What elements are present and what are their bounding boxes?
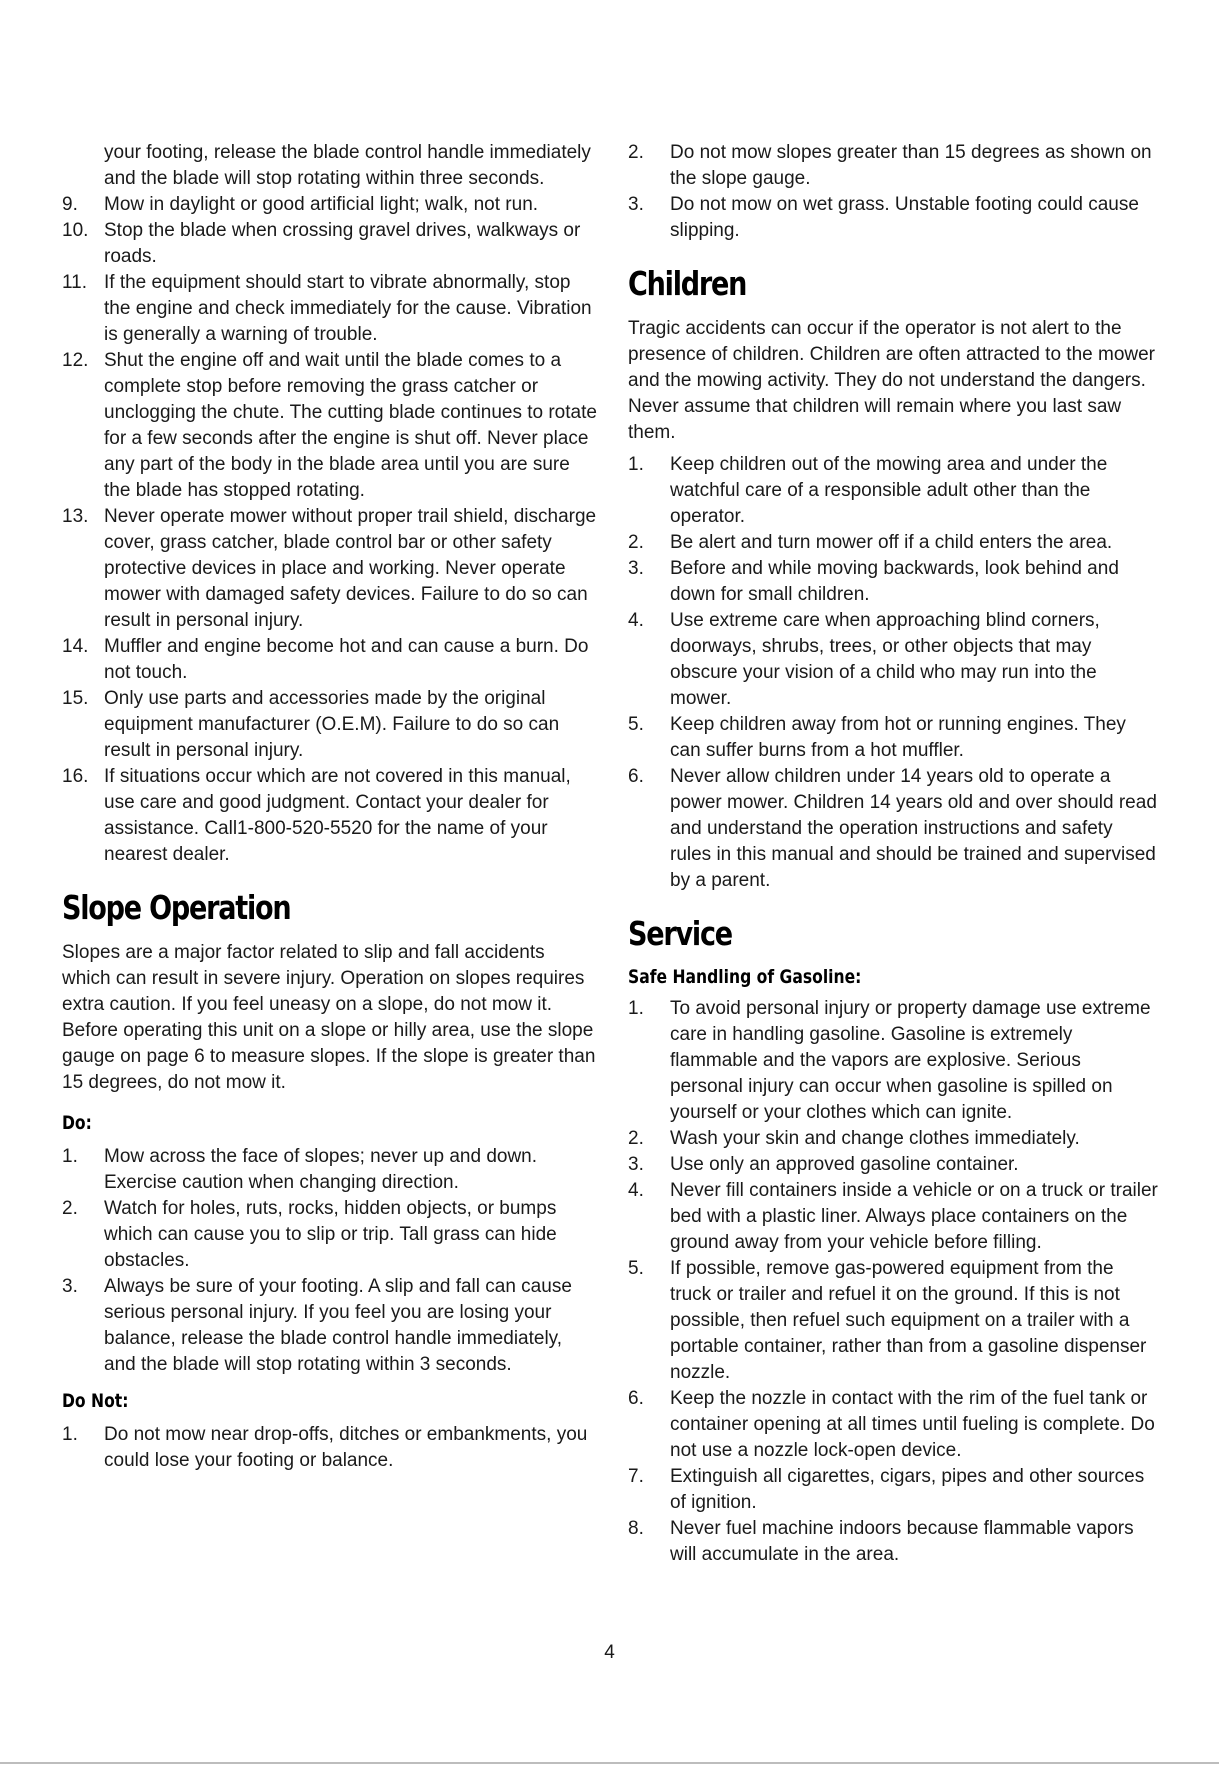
item-text: Keep the nozzle in contact with the rim of the fuel tank or container opening at all times until fueling is complete. Do not use a nozzle lock-open device. bbox=[670, 1388, 1155, 1461]
item-number: 14. bbox=[62, 636, 89, 657]
list-item bbox=[628, 1256, 1158, 1386]
item-text: Extinguish all cigarettes, cigars, pipes and other sources of ignition. bbox=[670, 1466, 1145, 1513]
section-heading-children: Children bbox=[628, 264, 747, 303]
list-item bbox=[628, 1386, 1158, 1464]
item-number: 12. bbox=[62, 350, 89, 371]
list-item bbox=[62, 1274, 597, 1378]
item-number: 1. bbox=[628, 454, 644, 475]
list-item bbox=[628, 764, 1158, 894]
item-number: 3. bbox=[628, 1154, 644, 1175]
item-text: Never fuel machine indoors because flammable vapors will accumulate in the area. bbox=[670, 1518, 1134, 1565]
item-number: 3. bbox=[628, 194, 644, 215]
item-number: 6. bbox=[628, 766, 644, 787]
item-text: If situations occur which are not covered in this manual, use care and good judgment. Contact your dealer for assistance. Call1-800-520-5520 for the name of your nearest dealer. bbox=[104, 766, 571, 865]
list-item bbox=[62, 764, 597, 868]
item-text: Stop the blade when crossing gravel drives, walkways or roads. bbox=[104, 220, 581, 267]
item-text: Do not mow on wet grass. Unstable footing could cause slipping. bbox=[670, 194, 1139, 241]
item-text: Be alert and turn mower off if a child enters the area. bbox=[670, 532, 1113, 553]
item-number: 9. bbox=[62, 194, 78, 215]
list-item bbox=[62, 504, 597, 634]
list-item bbox=[62, 1422, 597, 1474]
item-text: Mow across the face of slopes; never up and down. Exercise caution when changing direction. bbox=[104, 1146, 538, 1193]
item-text: Use only an approved gasoline container. bbox=[670, 1154, 1019, 1175]
list-item bbox=[628, 1152, 1158, 1178]
list-item bbox=[62, 686, 597, 764]
item-number: 13. bbox=[62, 506, 89, 527]
list-item bbox=[628, 452, 1158, 530]
item-number: 6. bbox=[628, 1388, 644, 1409]
item-number: 16. bbox=[62, 766, 89, 787]
item-text: Never allow children under 14 years old to operate a power mower. Children 14 years old and over should read and understand the operation instructions and safety rules in this manual and should be trained and supervised by a parent. bbox=[670, 766, 1157, 891]
item-text: Before and while moving backwards, look behind and down for small children. bbox=[670, 558, 1119, 605]
list-item bbox=[62, 270, 597, 348]
list-item bbox=[628, 1126, 1158, 1152]
item-number: 1. bbox=[62, 1424, 78, 1445]
right-column bbox=[628, 140, 1158, 1568]
list-item bbox=[628, 996, 1158, 1126]
children-paragraph: Tragic accidents can occur if the operator is not alert to the presence of children. Children are often attracted to the mower and the mowing activity. They do not understand the dangers. Never assume that children will remain where you last saw them. bbox=[628, 318, 1156, 443]
item-number: 1. bbox=[62, 1146, 78, 1167]
list-item bbox=[62, 1144, 597, 1196]
item-text: Never operate mower without proper trail shield, discharge cover, grass catcher, blade control bar or other safety protective devices in place and working. Never operate mower with damaged safety devices. Failure to do so can result in personal injury. bbox=[104, 506, 597, 631]
item-number: 2. bbox=[628, 532, 644, 553]
item-number: 10. bbox=[62, 220, 89, 241]
item-number: 2. bbox=[62, 1198, 78, 1219]
list-item bbox=[628, 712, 1158, 764]
item-text: Do not mow near drop-offs, ditches or embankments, you could lose your footing or balance. bbox=[104, 1424, 588, 1471]
section-heading-service: Service bbox=[628, 914, 732, 953]
subheading-safe-handling-gasoline: Safe Handling of Gasoline: bbox=[628, 966, 862, 988]
list-item bbox=[628, 530, 1158, 556]
section-heading-slope-operation: Slope Operation bbox=[62, 888, 291, 927]
item-number: 11. bbox=[62, 272, 88, 293]
slope-paragraph: Slopes are a major factor related to slip and fall accidents which can result in severe injury. Operation on slopes requires extra caution. If you feel uneasy on a slope, do not mow it. Before operating this unit on a slope or hilly area, use the slope gauge on page 6 to measure slopes. If the slope is greater than 15 degrees, do not mow it. bbox=[62, 942, 596, 1093]
item-number: 7. bbox=[628, 1466, 644, 1487]
list-item bbox=[628, 556, 1158, 608]
item-text: Only use parts and accessories made by the original equipment manufacturer (O.E.M). Failure to do so can result in personal injury. bbox=[104, 688, 560, 761]
item-number: 2. bbox=[628, 1128, 644, 1149]
item-text: Never fill containers inside a vehicle or on a truck or trailer bed with a plastic liner. Always place containers on the ground away from your vehicle before filling. bbox=[670, 1180, 1158, 1253]
left-column bbox=[62, 140, 597, 1474]
item-number: 5. bbox=[628, 1258, 644, 1279]
item-text: Do not mow slopes greater than 15 degrees as shown on the slope gauge. bbox=[670, 142, 1152, 189]
list-item bbox=[62, 348, 597, 504]
item-number: 3. bbox=[62, 1276, 78, 1297]
item-text: To avoid personal injury or property damage use extreme care in handling gasoline. Gasoline is extremely flammable and the vapors are explosive. Serious personal injury can occur when gasoline is spilled on yourself or your clothes which can ignite. bbox=[670, 998, 1151, 1123]
item-text: If possible, remove gas-powered equipment from the truck or trailer and refuel it on the ground. If this is not possible, then refuel such equipment on a trailer with a portable container, rather than from a gasoline dispenser nozzle. bbox=[670, 1258, 1147, 1383]
list-item bbox=[628, 192, 1158, 244]
list-item bbox=[628, 1178, 1158, 1256]
bottom-divider bbox=[0, 1762, 1219, 1764]
list-item bbox=[62, 1196, 597, 1274]
item-text: Keep children away from hot or running engines. They can suffer burns from a hot muffler. bbox=[670, 714, 1126, 761]
item-number: 1. bbox=[628, 998, 644, 1019]
continued-item-text: your footing, release the blade control handle immediately and the blade will stop rotating within three seconds. bbox=[104, 142, 591, 189]
item-number: 4. bbox=[628, 1180, 644, 1201]
item-text: Mow in daylight or good artificial light; walk, not run. bbox=[104, 194, 539, 215]
item-number: 4. bbox=[628, 610, 644, 631]
item-text: Wash your skin and change clothes immediately. bbox=[670, 1128, 1080, 1149]
item-number: 8. bbox=[628, 1518, 644, 1539]
list-item bbox=[628, 1464, 1158, 1516]
list-item bbox=[62, 192, 597, 218]
list-item bbox=[628, 1516, 1158, 1568]
item-text: Always be sure of your footing. A slip and fall can cause serious personal injury. If you feel you are losing your balance, release the blade control handle immediately, and the blade will stop rotating within 3 seconds. bbox=[104, 1276, 572, 1375]
item-number: 3. bbox=[628, 558, 644, 579]
item-text: If the equipment should start to vibrate abnormally, stop the engine and check immediately for the cause. Vibration is generally a warning of trouble. bbox=[104, 272, 592, 345]
item-text: Muffler and engine become hot and can cause a burn. Do not touch. bbox=[104, 636, 589, 683]
item-text: Keep children out of the mowing area and under the watchful care of a responsible adult other than the operator. bbox=[670, 454, 1108, 527]
item-number: 5. bbox=[628, 714, 644, 735]
list-item bbox=[62, 218, 597, 270]
item-text: Use extreme care when approaching blind corners, doorways, shrubs, trees, or other objects that may obscure your vision of a child who may run into the mower. bbox=[670, 610, 1100, 709]
subheading-do-not: Do Not: bbox=[62, 1390, 129, 1412]
list-item bbox=[62, 634, 597, 686]
item-number: 15. bbox=[62, 688, 89, 709]
item-text: Shut the engine off and wait until the blade comes to a complete stop before removing the grass catcher or unclogging the chute. The cutting blade continues to rotate for a few seconds after the engine is shut off. Never place any part of the body in the blade area until you are sure the blade has stopped rotating. bbox=[104, 350, 597, 501]
subheading-do: Do: bbox=[62, 1112, 92, 1134]
page-number: 4 bbox=[604, 1642, 615, 1663]
item-number: 2. bbox=[628, 142, 644, 163]
list-item bbox=[628, 608, 1158, 712]
list-item bbox=[628, 140, 1158, 192]
item-text: Watch for holes, ruts, rocks, hidden objects, or bumps which can cause you to slip or trip. Tall grass can hide obstacles. bbox=[104, 1198, 557, 1271]
